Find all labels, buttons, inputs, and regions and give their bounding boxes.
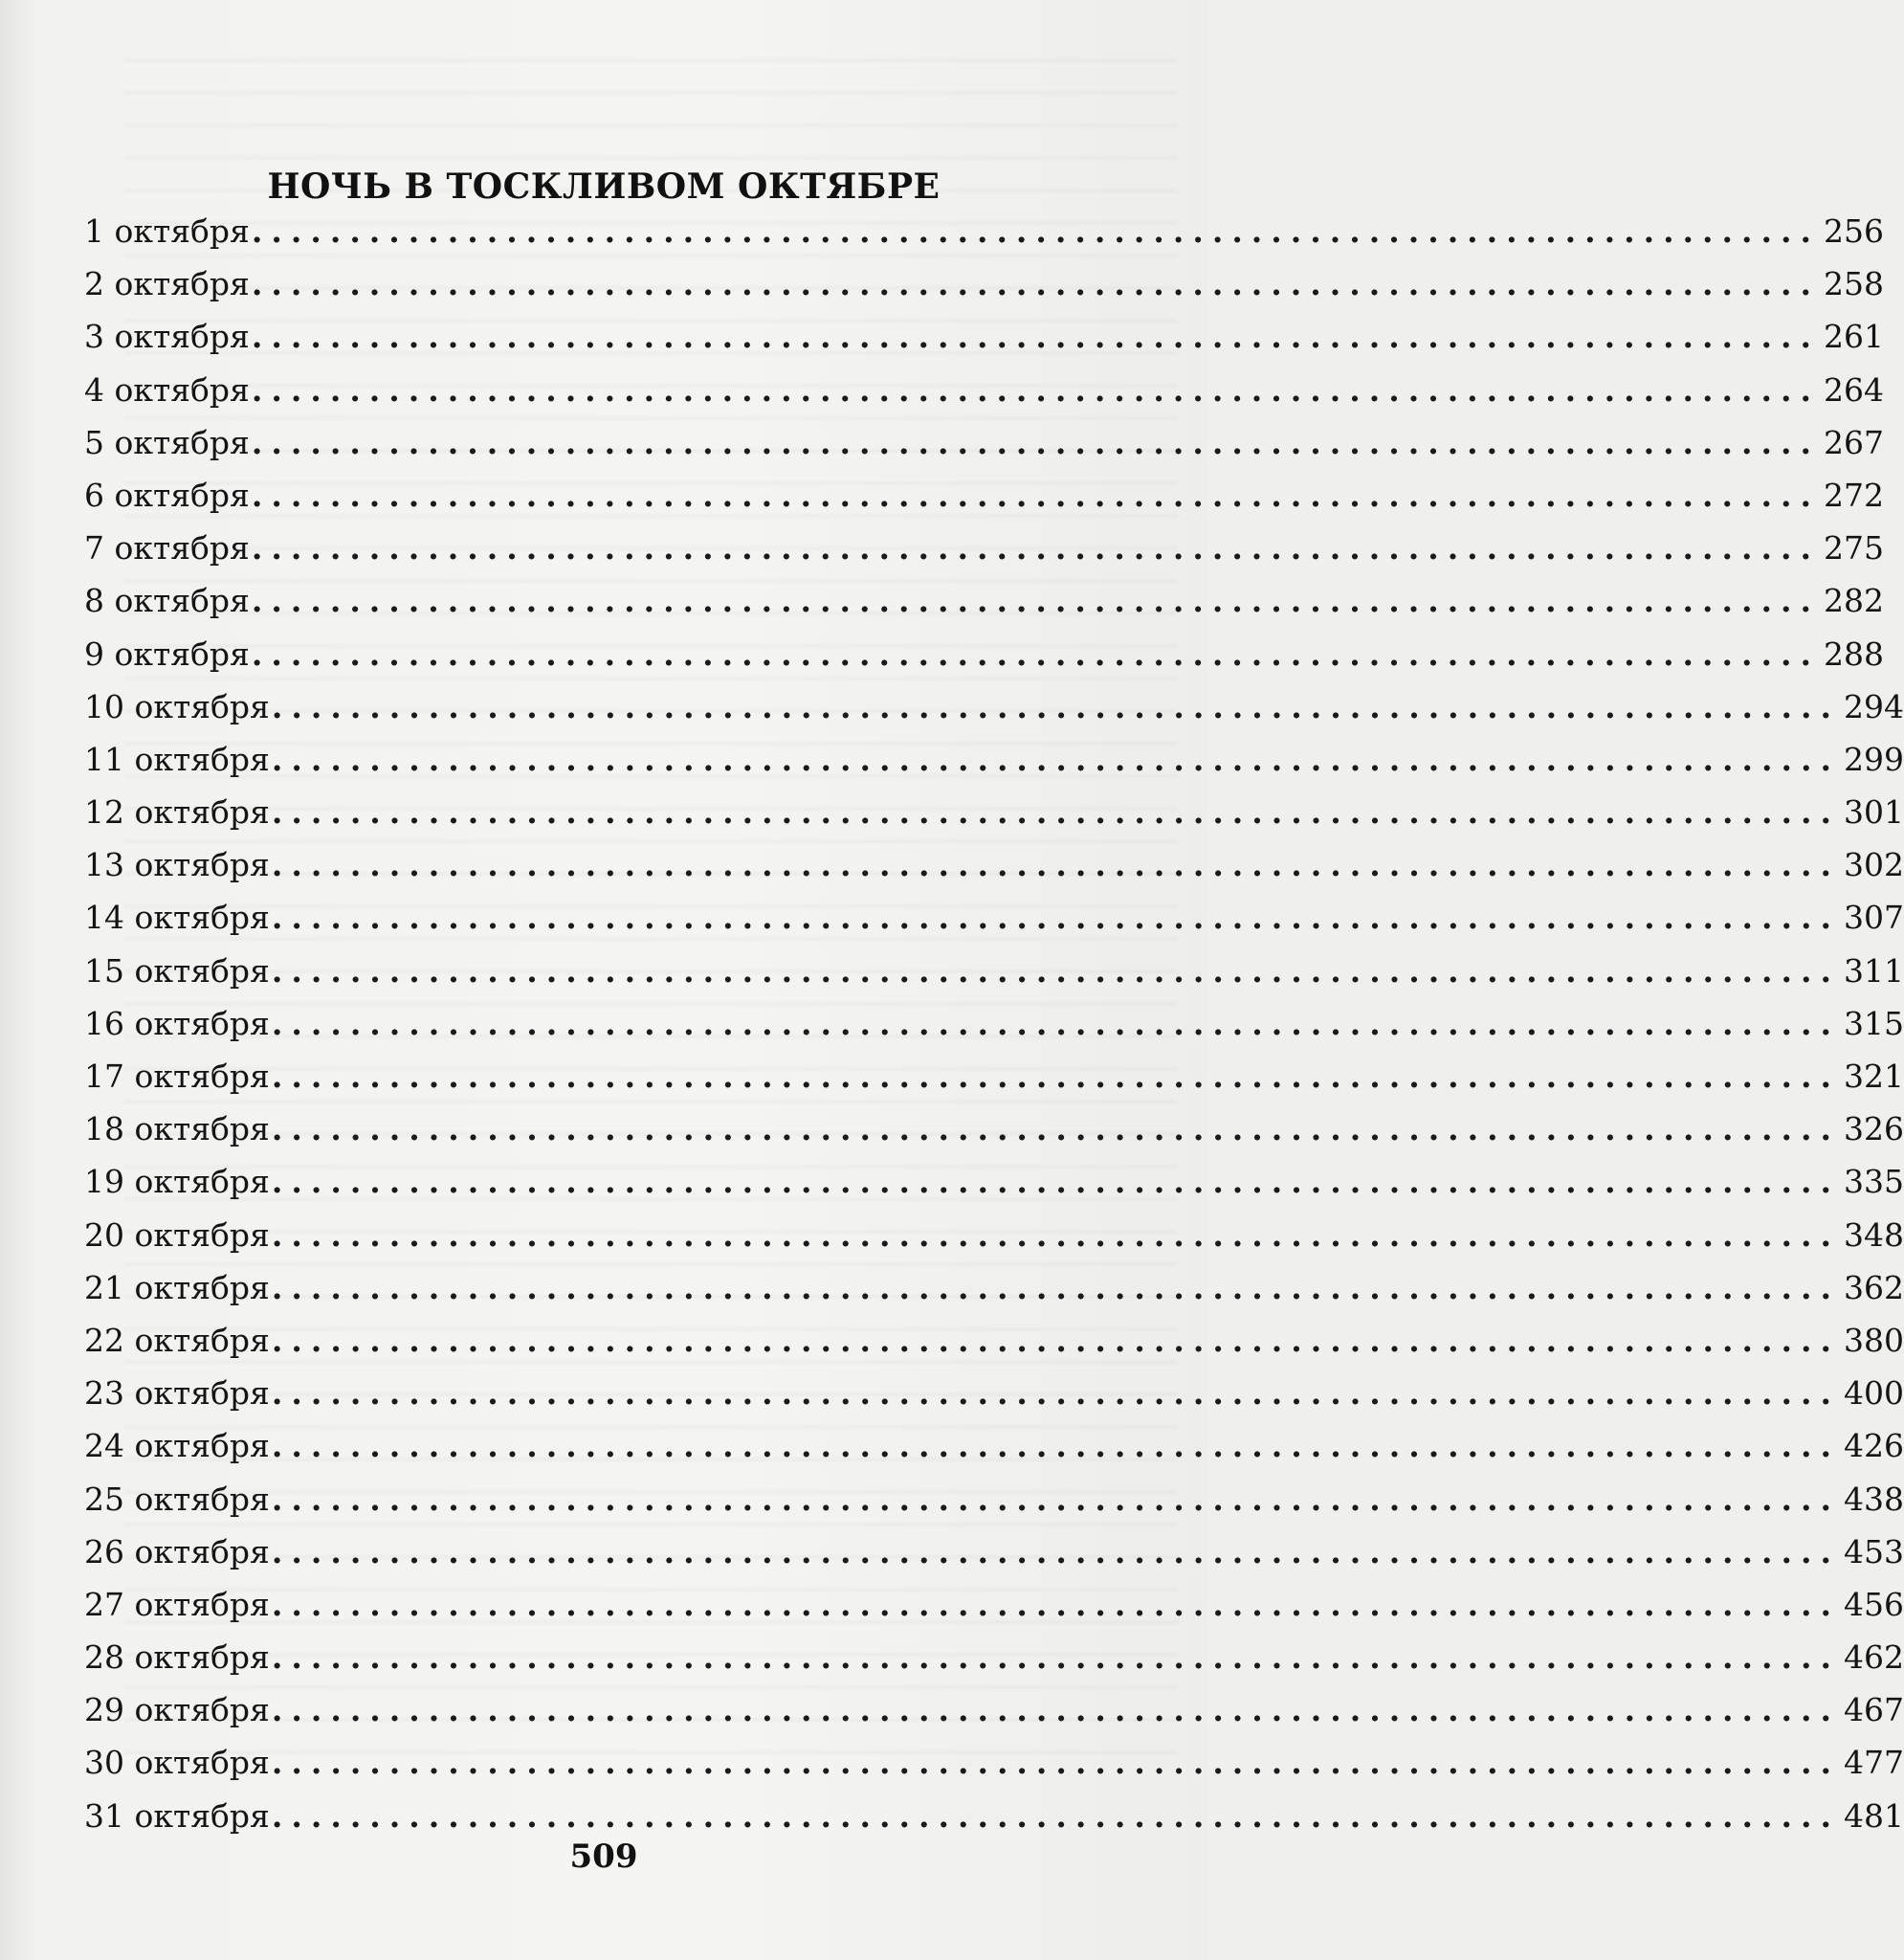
- toc-entry-page: 453: [1843, 1532, 1904, 1570]
- dot-leader: ................................................................................: [271, 1796, 1840, 1835]
- toc-entry: [84, 680, 1904, 733]
- toc-entry-page: 275: [1823, 529, 1884, 568]
- toc-entry-page: 362: [1843, 1268, 1904, 1306]
- toc-entry-label: 20 октября: [84, 1215, 270, 1254]
- toc-entry: [84, 1790, 1904, 1842]
- toc-entry-label: 9 октября: [84, 635, 250, 673]
- toc-entry-page: 294: [1843, 687, 1904, 725]
- dot-leader: ................................................................................: [271, 1744, 1840, 1782]
- toc-entry-page: 477: [1843, 1744, 1904, 1782]
- section-title: НОЧЬ В ТОСКЛИВОМ ОКТЯБРЕ: [267, 167, 941, 208]
- toc-entry-label: 13 октября: [84, 846, 270, 884]
- dot-leader: ................................................................................: [271, 1163, 1840, 1201]
- dot-leader: ................................................................................: [251, 318, 1820, 356]
- toc-entry-page: 261: [1823, 318, 1884, 356]
- toc-entry-label: 25 октября: [84, 1480, 270, 1518]
- dot-leader: ................................................................................: [251, 582, 1820, 620]
- toc-entry-page: 301: [1843, 793, 1904, 832]
- page-number: 509: [569, 1838, 638, 1876]
- toc-entry-label: 15 октября: [84, 951, 270, 990]
- toc-entry-label: 18 октября: [84, 1110, 270, 1148]
- toc-entry-page: 426: [1843, 1427, 1904, 1465]
- toc-entry-page: 326: [1843, 1110, 1904, 1148]
- toc-entry-label: 11 октября: [84, 740, 270, 778]
- toc-entry-page: 282: [1823, 582, 1884, 620]
- toc-entry: [84, 1155, 1904, 1208]
- toc-entry-label: 14 октября: [84, 899, 270, 937]
- toc-entry-page: 302: [1843, 846, 1904, 884]
- toc-entry-label: 17 октября: [84, 1058, 270, 1095]
- toc-entry: [84, 1631, 1904, 1683]
- toc-entry-page: 258: [1823, 265, 1884, 303]
- dot-leader: ................................................................................: [271, 1004, 1840, 1042]
- dot-leader: ................................................................................: [251, 635, 1820, 673]
- dot-leader: ................................................................................: [271, 1532, 1840, 1570]
- toc-entry-page: 462: [1843, 1638, 1904, 1677]
- toc-entry-page: 321: [1843, 1058, 1904, 1095]
- toc-entry-page: 438: [1843, 1480, 1904, 1518]
- dot-leader: ................................................................................: [271, 951, 1840, 990]
- dot-leader: ................................................................................: [271, 1585, 1840, 1623]
- toc-entry-label: 3 октября: [84, 318, 250, 356]
- toc-entry-page: 272: [1823, 476, 1884, 514]
- toc-entry-label: 4 октября: [84, 370, 250, 409]
- toc-entry: [84, 1526, 1904, 1578]
- toc-entry: [84, 1102, 1904, 1155]
- toc-entry-label: 28 октября: [84, 1638, 270, 1677]
- toc-entry-label: 23 октября: [84, 1374, 270, 1413]
- toc-entry-page: 311: [1843, 951, 1904, 990]
- toc-entry: [84, 257, 1884, 310]
- toc-entry-label: 1 октября: [84, 212, 250, 250]
- toc-entry-label: 22 октября: [84, 1321, 270, 1359]
- toc-entry: [84, 997, 1904, 1050]
- dot-leader: ................................................................................: [271, 1427, 1840, 1465]
- dot-leader: ................................................................................: [271, 1110, 1840, 1148]
- dot-leader: ................................................................................: [271, 687, 1840, 725]
- toc-entry-page: 348: [1843, 1215, 1904, 1254]
- dot-leader: ................................................................................: [271, 740, 1840, 778]
- toc-entry: [84, 1314, 1904, 1367]
- dot-leader: ................................................................................: [271, 1374, 1840, 1413]
- toc-entry: [84, 1209, 1904, 1261]
- toc-entry: [84, 1419, 1904, 1472]
- dot-leader: ................................................................................: [251, 212, 1820, 250]
- toc-entry-label: 7 октября: [84, 529, 250, 568]
- dot-leader: ................................................................................: [251, 370, 1820, 409]
- toc-entry-page: 335: [1843, 1163, 1904, 1201]
- toc-entry-page: 307: [1843, 899, 1904, 937]
- toc-entry: [84, 522, 1884, 574]
- toc-entry-page: 288: [1823, 635, 1884, 673]
- toc-entry: [84, 628, 1884, 680]
- toc-entry-page: 315: [1843, 1004, 1904, 1042]
- toc-entry-page: 456: [1843, 1585, 1904, 1623]
- toc-entry: [84, 469, 1884, 522]
- dot-leader: ................................................................................: [271, 793, 1840, 832]
- toc-entry: [84, 891, 1904, 944]
- toc-entry-label: 29 октября: [84, 1691, 270, 1729]
- toc-entry-label: 31 октября: [84, 1796, 270, 1835]
- toc-entry: [84, 1261, 1904, 1314]
- toc-entry: [84, 1367, 1904, 1419]
- toc-entry-label: 19 октября: [84, 1163, 270, 1201]
- toc-entry-label: 12 октября: [84, 793, 270, 832]
- dot-leader: ................................................................................: [251, 476, 1820, 514]
- dot-leader: ................................................................................: [271, 1638, 1840, 1677]
- toc-entry: [84, 1578, 1904, 1631]
- toc-entry-label: 10 октября: [84, 687, 270, 725]
- toc-entry-label: 24 октября: [84, 1427, 270, 1465]
- toc-entry: [84, 1683, 1904, 1736]
- toc-entry-label: 16 октября: [84, 1004, 270, 1042]
- toc-entry: [84, 310, 1884, 363]
- toc-entry: [84, 945, 1904, 997]
- toc-entry-label: 26 октября: [84, 1532, 270, 1570]
- toc-entry-page: 481: [1843, 1796, 1904, 1835]
- toc-entry-page: 467: [1843, 1691, 1904, 1729]
- toc-entry-page: 256: [1823, 212, 1884, 250]
- toc-entry-page: 299: [1843, 740, 1904, 778]
- dot-leader: ................................................................................: [271, 1058, 1840, 1095]
- dot-leader: ................................................................................: [251, 265, 1820, 303]
- toc-entry-label: 8 октября: [84, 582, 250, 620]
- toc-entry-page: 267: [1823, 423, 1884, 461]
- toc-entry-page: 400: [1843, 1374, 1904, 1413]
- toc-entry-label: 27 октября: [84, 1585, 270, 1623]
- toc-entry-label: 6 октября: [84, 476, 250, 514]
- toc-entry-label: 21 октября: [84, 1268, 270, 1306]
- dot-leader: ................................................................................: [271, 1215, 1840, 1254]
- dot-leader: ................................................................................: [271, 1480, 1840, 1518]
- dot-leader: ................................................................................: [251, 529, 1820, 568]
- toc-entry-label: 30 октября: [84, 1744, 270, 1782]
- dot-leader: ................................................................................: [271, 1321, 1840, 1359]
- toc-entry: [84, 205, 1884, 257]
- toc-entry: [84, 1736, 1904, 1789]
- toc-entry-page: 264: [1823, 370, 1884, 409]
- toc-entry-label: 5 октября: [84, 423, 250, 461]
- dot-leader: ................................................................................: [271, 899, 1840, 937]
- table-of-contents: [84, 205, 1904, 1842]
- toc-entry: [84, 574, 1884, 627]
- dot-leader: ................................................................................: [271, 1268, 1840, 1306]
- toc-entry: [84, 838, 1904, 891]
- toc-entry: [84, 786, 1904, 838]
- toc-entry: [84, 416, 1884, 469]
- toc-entry: [84, 1050, 1904, 1102]
- toc-entry: [84, 364, 1884, 416]
- toc-entry-label: 2 октября: [84, 265, 250, 303]
- toc-entry-page: 380: [1843, 1321, 1904, 1359]
- toc-entry: [84, 1473, 1904, 1526]
- dot-leader: ................................................................................: [251, 423, 1820, 461]
- dot-leader: ................................................................................: [271, 846, 1840, 884]
- toc-entry: [84, 733, 1904, 786]
- dot-leader: ................................................................................: [271, 1691, 1840, 1729]
